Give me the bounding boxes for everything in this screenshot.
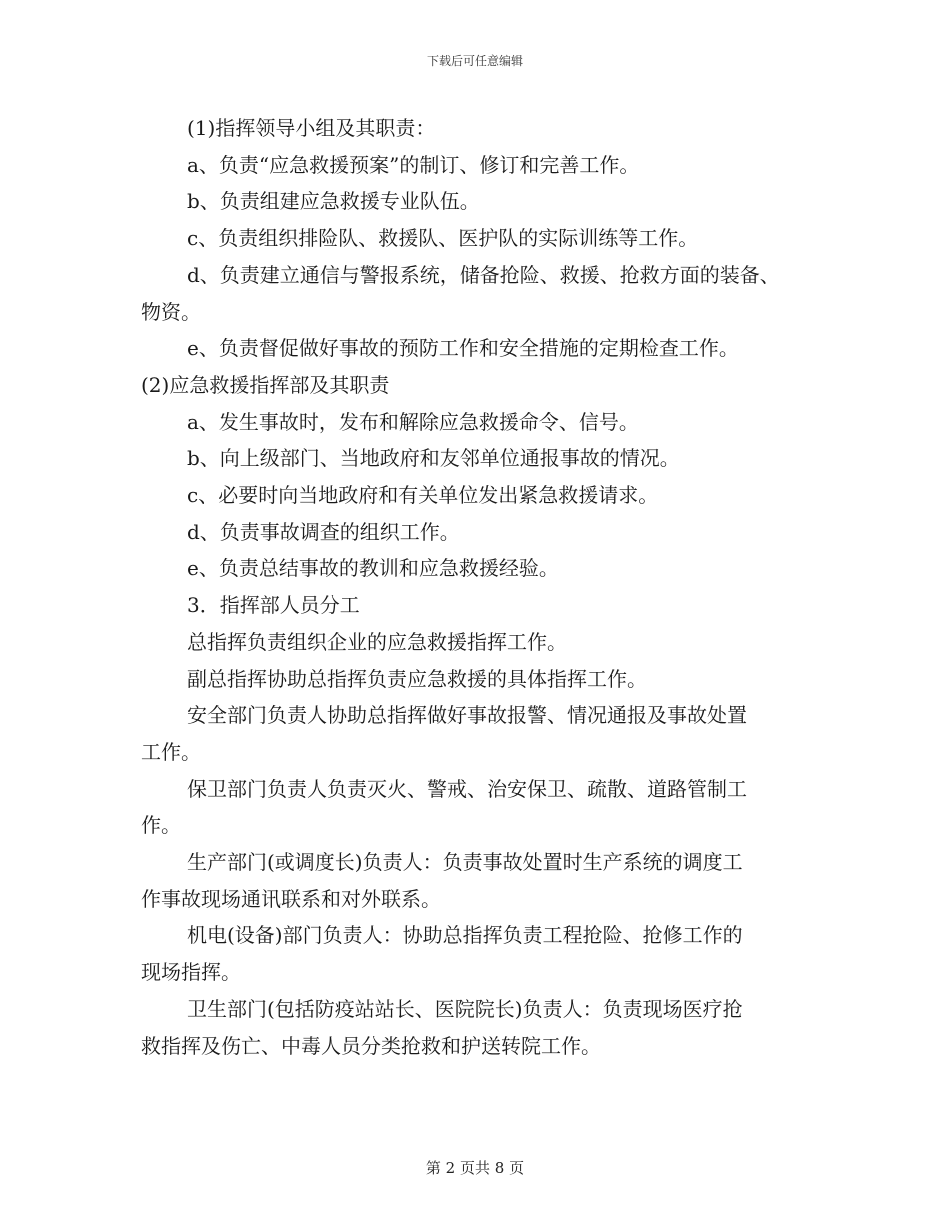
paragraph-line: 安全部门负责人协助总指挥做好事故报警、情况通报及事故处置 <box>187 703 747 728</box>
paragraph-line: 保卫部门负责人负责灭火、警戒、治安保卫、疏散、道路管制工 <box>187 776 747 801</box>
paragraph-line: 救指挥及伤亡、中毒人员分类抢救和护送转院工作。 <box>141 1033 601 1058</box>
paragraph-line: 作。 <box>141 813 181 838</box>
document-body <box>141 110 821 1064</box>
paragraph-line: b、负责组建应急救援专业队伍。 <box>187 189 480 214</box>
paragraph-line: c、负责组织排险队、救援队、医护队的实际训练等工作。 <box>187 226 699 251</box>
paragraph-line: 作事故现场通讯联系和对外联系。 <box>141 886 441 911</box>
paragraph-line: 工作。 <box>141 739 201 764</box>
paragraph-line: 现场指挥。 <box>141 960 241 985</box>
section-heading-3: 3．指挥部人员分工 <box>187 593 360 618</box>
page-number: 第 2 页共 8 页 <box>425 1159 525 1177</box>
paragraph-line: 卫生部门(包括防疫站站长、医院院长)负责人：负责现场医疗抢 <box>187 996 743 1021</box>
paragraph-line: c、必要时向当地政府和有关单位发出紧急救援请求。 <box>187 483 659 508</box>
section-heading-2: (2)应急救援指挥部及其职责 <box>141 372 390 397</box>
paragraph-line: d、负责事故调查的组织工作。 <box>187 519 460 544</box>
paragraph-line: 副总指挥协助总指挥负责应急救援的具体指挥工作。 <box>187 666 647 691</box>
paragraph-line: b、向上级部门、当地政府和友邻单位通报事故的情况。 <box>187 446 680 471</box>
paragraph-line: 生产部门(或调度长)负责人：负责事故处置时生产系统的调度工 <box>187 850 743 875</box>
page-header-note: 下载后可任意编辑 <box>426 54 523 68</box>
paragraph-line: 物资。 <box>141 299 201 324</box>
paragraph-line: 机电(设备)部门负责人：协助总指挥负责工程抢险、抢修工作的 <box>187 923 743 948</box>
paragraph-line: d、负责建立通信与警报系统，储备抢险、救援、抢救方面的装备、 <box>187 262 780 287</box>
paragraph-line: 总指挥负责组织企业的应急救援指挥工作。 <box>187 629 567 654</box>
paragraph-line: a、发生事故时，发布和解除应急救援命令、信号。 <box>187 409 639 434</box>
paragraph-line: e、负责总结事故的教训和应急救援经验。 <box>187 556 559 581</box>
paragraph-line: e、负责督促做好事故的预防工作和安全措施的定期检查工作。 <box>187 336 739 361</box>
paragraph-line: a、负责“应急救援预案”的制订、修订和完善工作。 <box>187 152 640 177</box>
section-heading-1: (1)指挥领导小组及其职责： <box>187 116 436 140</box>
